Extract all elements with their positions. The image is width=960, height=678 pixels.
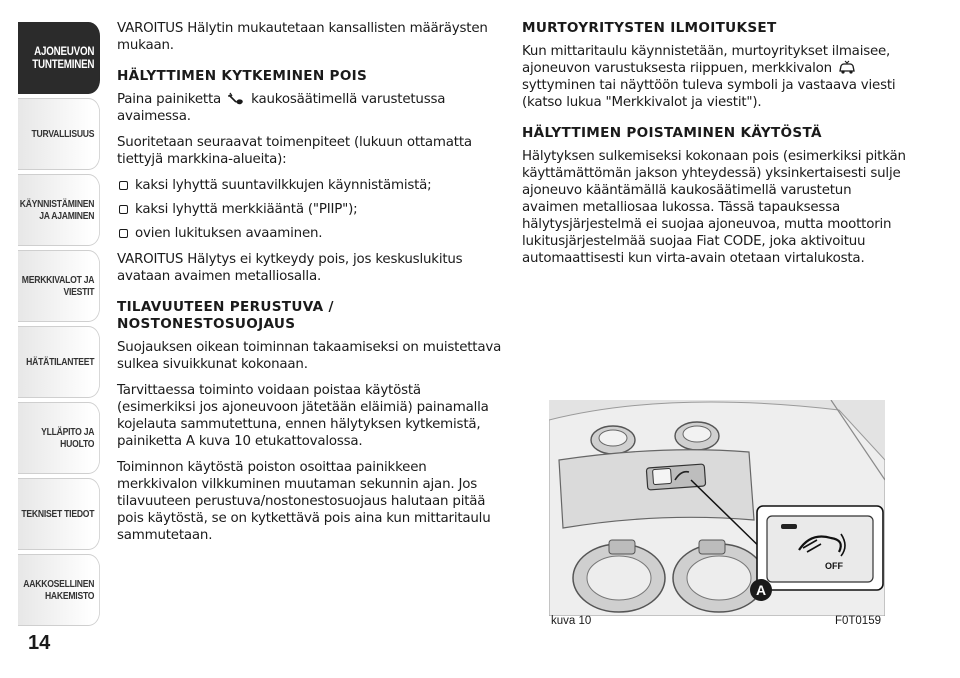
actions-paragraph: Suoritetaan seuraavat toimenpiteet (lukuun ottamatta tiettyjä markkina-alueita): bbox=[117, 135, 472, 167]
list-item bbox=[117, 177, 502, 194]
tab-tekniset-tiedot[interactable] bbox=[18, 478, 100, 550]
tab-label: TURVALLISUUS bbox=[31, 128, 95, 140]
tab-yllapito[interactable] bbox=[18, 402, 100, 474]
unlock-key-icon bbox=[227, 92, 245, 106]
press-text-a: Paina painiketta bbox=[117, 92, 222, 107]
press-paragraph bbox=[117, 91, 502, 125]
warning-paragraph-2: VAROITUS Hälytys ei kytkeydy pois, jos keskuslukitus avataan avaimen metalliosalla. bbox=[117, 252, 463, 284]
tab-turvallisuus[interactable] bbox=[18, 98, 100, 170]
tab-label: YLLÄPITO JA HUOLTO bbox=[41, 426, 95, 450]
heading-burglary: MURTOYRITYSTEN ILMOITUKSET bbox=[522, 20, 777, 36]
tab-label: TEKNISET TIEDOT bbox=[21, 508, 95, 520]
tab-label: KÄYNNISTÄMINEN JA AJAMINEN bbox=[19, 198, 95, 222]
list-item-text: kaksi lyhyttä merkkiääntä ("PIIP"); bbox=[135, 202, 358, 217]
square-bullet-icon bbox=[119, 229, 128, 238]
tab-hatatilanteet[interactable] bbox=[18, 326, 100, 398]
off-label: OFF bbox=[825, 561, 843, 571]
tab-label: AAKKOSELLINEN HAKEMISTO bbox=[23, 578, 95, 602]
figure-caption bbox=[551, 615, 881, 631]
dome-light-illustration bbox=[549, 400, 885, 616]
square-bullet-icon bbox=[119, 205, 128, 214]
figure-code: F0T0159 bbox=[834, 615, 881, 627]
car-alarm-icon bbox=[838, 60, 856, 75]
burglary-paragraph bbox=[522, 43, 910, 111]
page-number: 14 bbox=[28, 632, 51, 654]
list-item bbox=[117, 225, 502, 242]
volumetric-paragraph-3: Toiminnon käytöstä poiston osoittaa painikkeen merkkivalon vilkkuminen muutaman sekunnin ajan. Jos tilavuuteen perustuva/nostonestosuojaus halutaan pitää pois käytöstä, se on kytkettävä pois aina kun mittaritaulu sammutetaan. bbox=[117, 460, 491, 543]
volumetric-paragraph-2: Tarvittaessa toiminto voidaan poistaa käytöstä (esimerkiksi jos ajoneuvoon jätetään eläimiä) painamalla kojelauta sammutettuna, ennen hälytyksen kytkemistä, painiketta A kuva 10 etukattovalossa. bbox=[117, 383, 489, 449]
tab-label: HÄTÄTILANTEET bbox=[26, 356, 95, 368]
list-item-text: ovien lukituksen avaaminen. bbox=[135, 226, 323, 241]
tab-merkkivalot[interactable] bbox=[18, 250, 100, 322]
actions-list bbox=[117, 177, 502, 242]
volumetric-paragraph-1: Suojauksen oikean toiminnan takaamiseksi on muistettava sulkea sivuikkunat kokonaan. bbox=[117, 340, 502, 372]
left-column bbox=[117, 20, 502, 553]
list-item-text: kaksi lyhyttä suuntavilkkujen käynnistämistä; bbox=[135, 178, 432, 193]
callout-a: A bbox=[755, 582, 767, 598]
press-text-b: kaukosäätimellä varustetussa avaimessa. bbox=[117, 92, 446, 124]
tab-label: AJONEUVON TUNTEMINEN bbox=[32, 44, 95, 71]
tab-hakemisto[interactable] bbox=[18, 554, 100, 626]
deactivate-paragraph: Hälytyksen sulkemiseksi kokonaan pois (esimerkiksi pitkän käyttämättömän jakson yhteydessä) yksinkertaisesti sulje ajoneuvo kääntämällä kaukosäätimellä varustetun avaimen metalliosaa lukossa. Tässä tapauksessa hälytysjärjestelmä ei suojaa ajoneuvoa, mutta moottorin lukitusjärjestelmää suojaa Fiat CODE, joka aktivoituu automaattisesti kun virta-avain otetaan virtalukosta. bbox=[522, 149, 906, 266]
warning-paragraph: VAROITUS Hälytin mukautetaan kansallisten määräysten mukaan. bbox=[117, 21, 488, 53]
figure-number: kuva 10 bbox=[551, 615, 592, 627]
burglary-text-a: Kun mittaritaulu käynnistetään, murtoyritykset ilmaisee, ajoneuvon varustuksesta riippuen, merkkivalon bbox=[522, 44, 891, 76]
burglary-text-b: syttyminen tai näyttöön tuleva symboli ja vastaava viesti (katso lukua "Merkkivalot ja viestit"). bbox=[522, 78, 896, 110]
heading-deactivate: HÄLYTTIMEN POISTAMINEN KÄYTÖSTÄ bbox=[522, 125, 822, 141]
right-column bbox=[522, 20, 910, 276]
tab-kaynnistaminen[interactable] bbox=[18, 174, 100, 246]
square-bullet-icon bbox=[119, 181, 128, 190]
chapter-tabs bbox=[0, 22, 100, 630]
tab-label: MERKKIVALOT JA VIESTIT bbox=[21, 274, 95, 298]
list-item bbox=[117, 201, 502, 218]
heading-disarm: HÄLYTTIMEN KYTKEMINEN POIS bbox=[117, 68, 368, 84]
dome-light-figure bbox=[549, 400, 885, 616]
heading-volumetric: TILAVUUTEEN PERUSTUVA / NOSTONESTOSUOJAUS bbox=[117, 299, 334, 332]
tab-ajoneuvon-tunteminen[interactable] bbox=[18, 22, 100, 94]
